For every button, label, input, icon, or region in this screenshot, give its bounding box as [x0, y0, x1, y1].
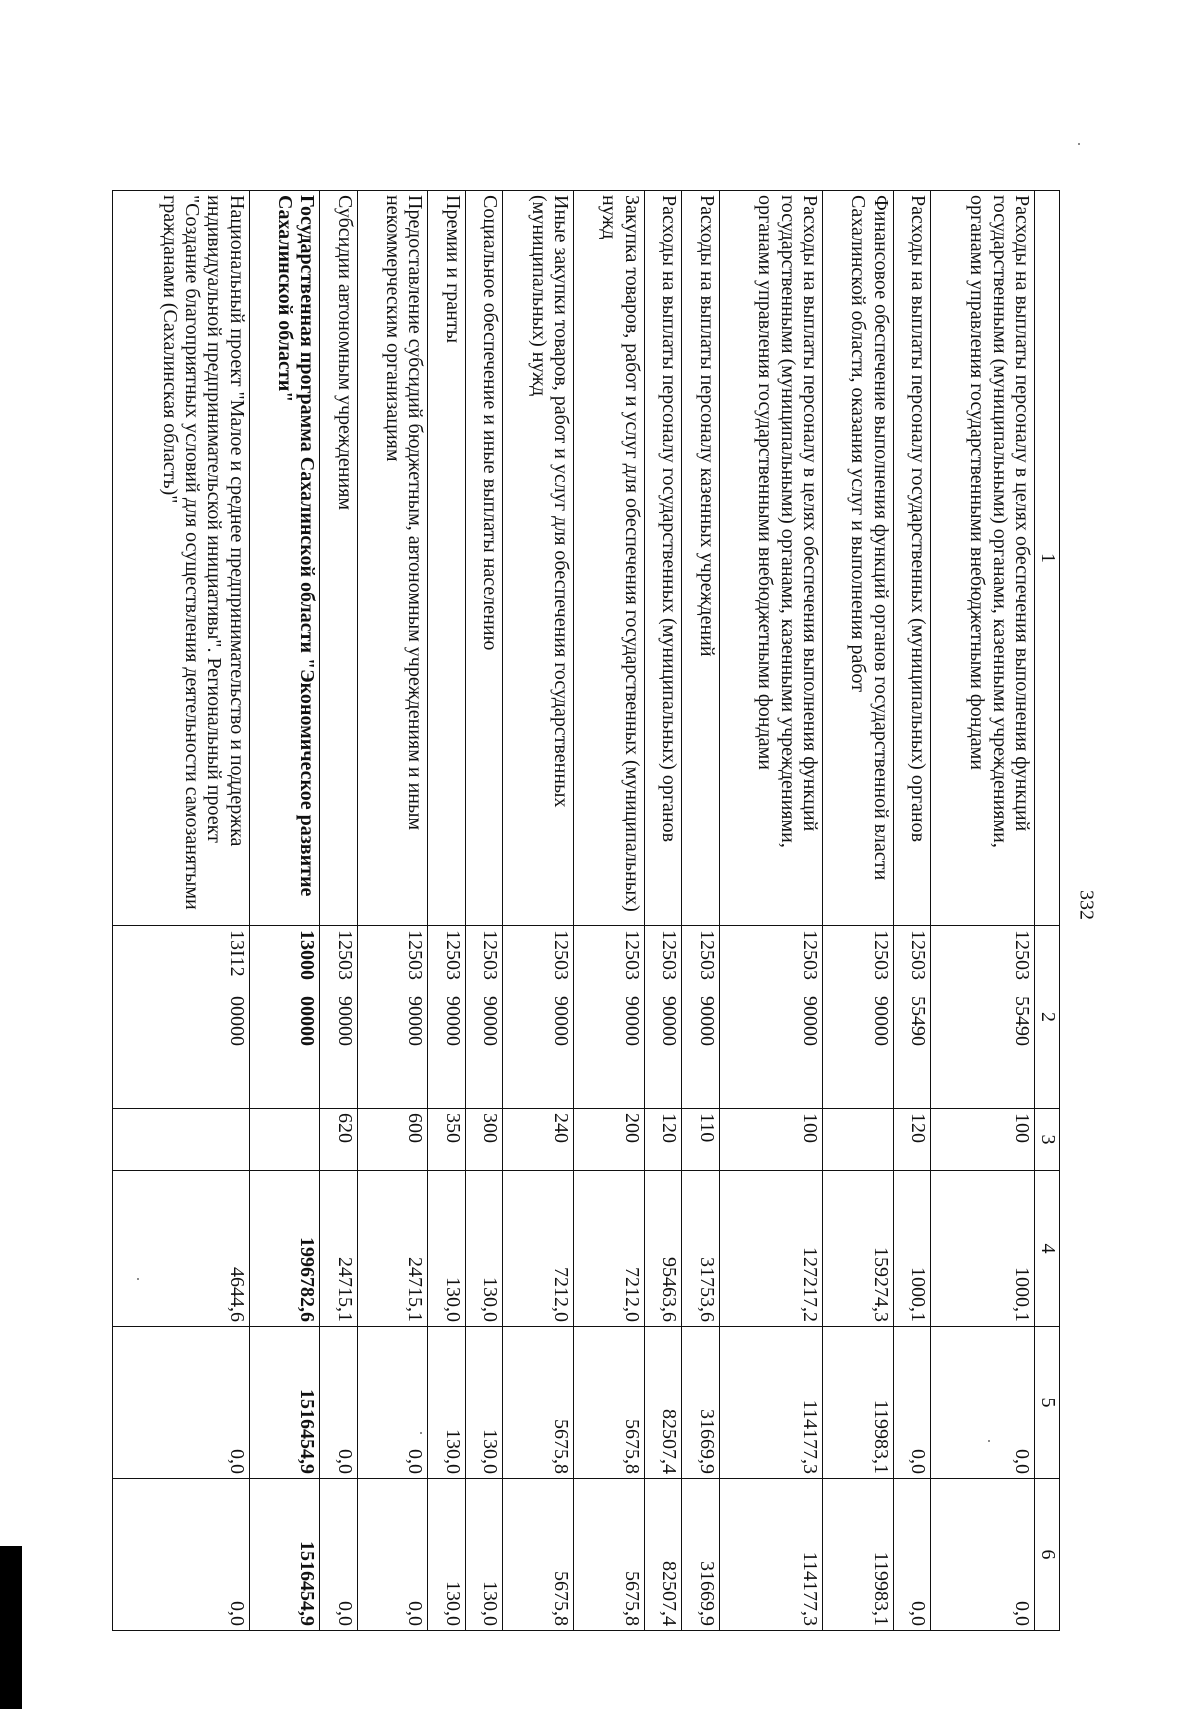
row-value-col6: 130,0 — [428, 1479, 466, 1631]
row-value-col6: 5675,8 — [503, 1479, 574, 1631]
row-value-col6: 0,0 — [320, 1479, 358, 1631]
row-code-cell — [428, 926, 466, 1109]
row-value-col5: 0,0 — [320, 1327, 358, 1479]
code-part-a: 12503 — [907, 930, 930, 980]
row-value-col5: 0,0 — [931, 1327, 1035, 1479]
table-row — [823, 191, 894, 1631]
row-type-cell: 300 — [465, 1109, 503, 1171]
row-value-col5: 82507,4 — [644, 1327, 682, 1479]
table-row — [893, 191, 931, 1631]
budget-table — [112, 190, 1060, 1631]
table-row — [320, 191, 358, 1631]
row-code-cell — [320, 926, 358, 1109]
row-value-col6: 5675,8 — [574, 1479, 645, 1631]
code-part-a: 12503 — [333, 930, 356, 980]
table-row — [682, 191, 720, 1631]
row-value-col4: 159274,3 — [823, 1171, 894, 1327]
row-code-cell — [113, 926, 250, 1109]
row-name-cell: Субсидии автономным учреждениям — [320, 191, 358, 926]
table-row — [249, 191, 320, 1631]
row-value-col4: 130,0 — [428, 1171, 466, 1327]
code-part-b: 90000 — [404, 996, 427, 1046]
table-row — [574, 191, 645, 1631]
code-part-b: 90000 — [695, 996, 718, 1046]
code-part-b: 90000 — [799, 996, 822, 1046]
header-cell: 3 — [1035, 1109, 1060, 1171]
row-code-cell — [682, 926, 720, 1109]
row-value-col5: 114177,3 — [719, 1327, 823, 1479]
row-name-cell: Расходы на выплаты персоналу казенных учреждений — [682, 191, 720, 926]
row-value-col4: 24715,1 — [320, 1171, 358, 1327]
row-code-cell — [465, 926, 503, 1109]
row-value-col4: 7212,0 — [574, 1171, 645, 1327]
page-number: 332 — [1075, 890, 1098, 920]
code-part-b: 55490 — [907, 996, 930, 1046]
row-code-cell — [823, 926, 894, 1109]
row-code-cell — [893, 926, 931, 1109]
row-value-col4: 130,0 — [465, 1171, 503, 1327]
code-part-b: 90000 — [333, 996, 356, 1046]
row-value-col5: 0,0 — [893, 1327, 931, 1479]
row-type-cell: 120 — [893, 1109, 931, 1171]
code-part-b: 55490 — [1011, 996, 1033, 1046]
rotated-table-container — [112, 190, 1060, 1630]
row-type-cell: 620 — [320, 1109, 358, 1171]
header-cell: 1 — [1035, 191, 1060, 926]
row-code-cell — [719, 926, 823, 1109]
row-type-cell: 100 — [931, 1109, 1035, 1171]
row-value-col6: 0,0 — [113, 1479, 250, 1631]
row-value-col4: 31753,6 — [682, 1171, 720, 1327]
table-row — [113, 191, 250, 1631]
row-value-col4: 95463,6 — [644, 1171, 682, 1327]
code-part-a: 12503 — [441, 930, 464, 980]
row-name-cell: Иные закупки товаров, работ и услуг для обеспечения государственных (муниципальных) нужд — [503, 191, 574, 926]
code-part-a: 12503 — [620, 930, 643, 980]
row-type-cell: 350 — [428, 1109, 466, 1171]
code-part-b: 90000 — [869, 996, 892, 1046]
row-code-cell — [931, 926, 1035, 1109]
code-part-b: 90000 — [658, 996, 681, 1046]
row-type-cell — [113, 1109, 250, 1171]
code-part-b: 90000 — [550, 996, 573, 1046]
row-name-cell: Социальное обеспечение и иные выплаты населению — [465, 191, 503, 926]
row-value-col5: 0,0 — [113, 1327, 250, 1479]
code-part-a: 12503 — [799, 930, 822, 980]
row-type-cell: 120 — [644, 1109, 682, 1171]
code-part-a: 13I12 — [225, 930, 248, 977]
code-part-a: 12503 — [404, 930, 427, 980]
row-code-cell — [357, 926, 428, 1109]
row-value-col4: 24715,1 — [357, 1171, 428, 1327]
row-type-cell: 110 — [682, 1109, 720, 1171]
row-type-cell: 200 — [574, 1109, 645, 1171]
code-part-b: 90000 — [479, 996, 502, 1046]
row-value-col4: 1000,1 — [893, 1171, 931, 1327]
row-name-cell: Финансовое обеспечение выполнения функций органов государственной власти Сахалинской области, оказания услуг и выполнения работ — [823, 191, 894, 926]
row-type-cell: 240 — [503, 1109, 574, 1171]
row-name-cell: Премии и гранты — [428, 191, 466, 926]
header-cell: 4 — [1035, 1171, 1060, 1327]
code-part-a: 12503 — [550, 930, 573, 980]
row-name-cell: Расходы на выплаты персоналу государственных (муниципальных) органов — [893, 191, 931, 926]
row-value-col6: 0,0 — [357, 1479, 428, 1631]
code-part-b: 00000 — [296, 996, 319, 1046]
code-part-b: 00000 — [225, 996, 248, 1046]
header-cell: 2 — [1035, 926, 1060, 1109]
table-row — [357, 191, 428, 1631]
row-type-cell: 100 — [719, 1109, 823, 1171]
code-part-a: 13000 — [296, 930, 319, 980]
row-value-col6: 31669,9 — [682, 1479, 720, 1631]
scan-speck — [1078, 143, 1080, 145]
row-name-cell: Предоставление субсидий бюджетным, автономным учреждениям и иным некоммерческим организациям — [357, 191, 428, 926]
row-name-cell: Расходы на выплаты персоналу в целях обеспечения выполнения функций государственными (муниципальными) органами, казенными учреждениями, органами управления государственными внебюджетными фондами — [719, 191, 823, 926]
row-value-col5: 5675,8 — [574, 1327, 645, 1479]
row-name-cell: Закупка товаров, работ и услуг для обеспечения государственных (муниципальных) нужд — [574, 191, 645, 926]
table-body — [113, 191, 1035, 1631]
code-part-a: 12503 — [658, 930, 681, 980]
row-code-cell — [503, 926, 574, 1109]
row-value-col5: 130,0 — [428, 1327, 466, 1479]
code-part-a: 12503 — [695, 930, 718, 980]
table-row — [503, 191, 574, 1631]
table-row — [465, 191, 503, 1631]
row-value-col6: 114177,3 — [719, 1479, 823, 1631]
code-part-b: 90000 — [441, 996, 464, 1046]
row-name-cell: Государственная программа Сахалинской области "Экономическое развитие Сахалинской области" — [249, 191, 320, 926]
table-row — [719, 191, 823, 1631]
row-value-col4: 1000,1 — [931, 1171, 1035, 1327]
scan-speck — [137, 1278, 139, 1280]
row-code-cell — [644, 926, 682, 1109]
row-type-cell: 600 — [357, 1109, 428, 1171]
row-value-col6: 119983,1 — [823, 1479, 894, 1631]
header-row — [1035, 191, 1060, 1631]
header-cell: 5 — [1035, 1327, 1060, 1479]
row-value-col4: 4644,6 — [113, 1171, 250, 1327]
row-code-cell — [249, 926, 320, 1109]
scan-edge-mark — [0, 1546, 22, 1709]
row-name-cell: Расходы на выплаты персоналу государственных (муниципальных) органов — [644, 191, 682, 926]
table-row — [428, 191, 466, 1631]
table-row — [644, 191, 682, 1631]
row-value-col5: 31669,9 — [682, 1327, 720, 1479]
row-value-col5: 1516454,9 — [249, 1327, 320, 1479]
code-part-a: 12503 — [869, 930, 892, 980]
row-value-col5: 0,0 — [357, 1327, 428, 1479]
row-type-cell — [249, 1109, 320, 1171]
row-name-cell: Расходы на выплаты персоналу в целях обеспечения выполнения функций государственными (муниципальными) органами, казенными учреждениями, органами управления государственными внебюджетными фондами — [931, 191, 1035, 926]
row-type-cell — [823, 1109, 894, 1171]
code-part-a: 12503 — [479, 930, 502, 980]
row-value-col4: 127217,2 — [719, 1171, 823, 1327]
row-value-col6: 0,0 — [893, 1479, 931, 1631]
scan-speck — [988, 1440, 990, 1442]
row-value-col5: 130,0 — [465, 1327, 503, 1479]
row-value-col6: 0,0 — [931, 1479, 1035, 1631]
row-value-col6: 130,0 — [465, 1479, 503, 1631]
row-value-col6: 1516454,9 — [249, 1479, 320, 1631]
code-part-a: 12503 — [1011, 930, 1033, 980]
row-name-cell: Национальный проект "Малое и среднее предпринимательство и поддержка индивидуальной предпринимательской инициативы". Региональный проект "Создание благоприятных условий для осуществления деятельности самозанятыми гражданами (Сахалинская область)" — [113, 191, 250, 926]
table-row — [931, 191, 1035, 1631]
row-code-cell — [574, 926, 645, 1109]
code-part-b: 90000 — [620, 996, 643, 1046]
row-value-col5: 5675,8 — [503, 1327, 574, 1479]
row-value-col5: 119983,1 — [823, 1327, 894, 1479]
scan-speck — [420, 1432, 422, 1434]
row-value-col4: 1996782,6 — [249, 1171, 320, 1327]
row-value-col4: 7212,0 — [503, 1171, 574, 1327]
header-cell: 6 — [1035, 1479, 1060, 1631]
row-value-col6: 82507,4 — [644, 1479, 682, 1631]
